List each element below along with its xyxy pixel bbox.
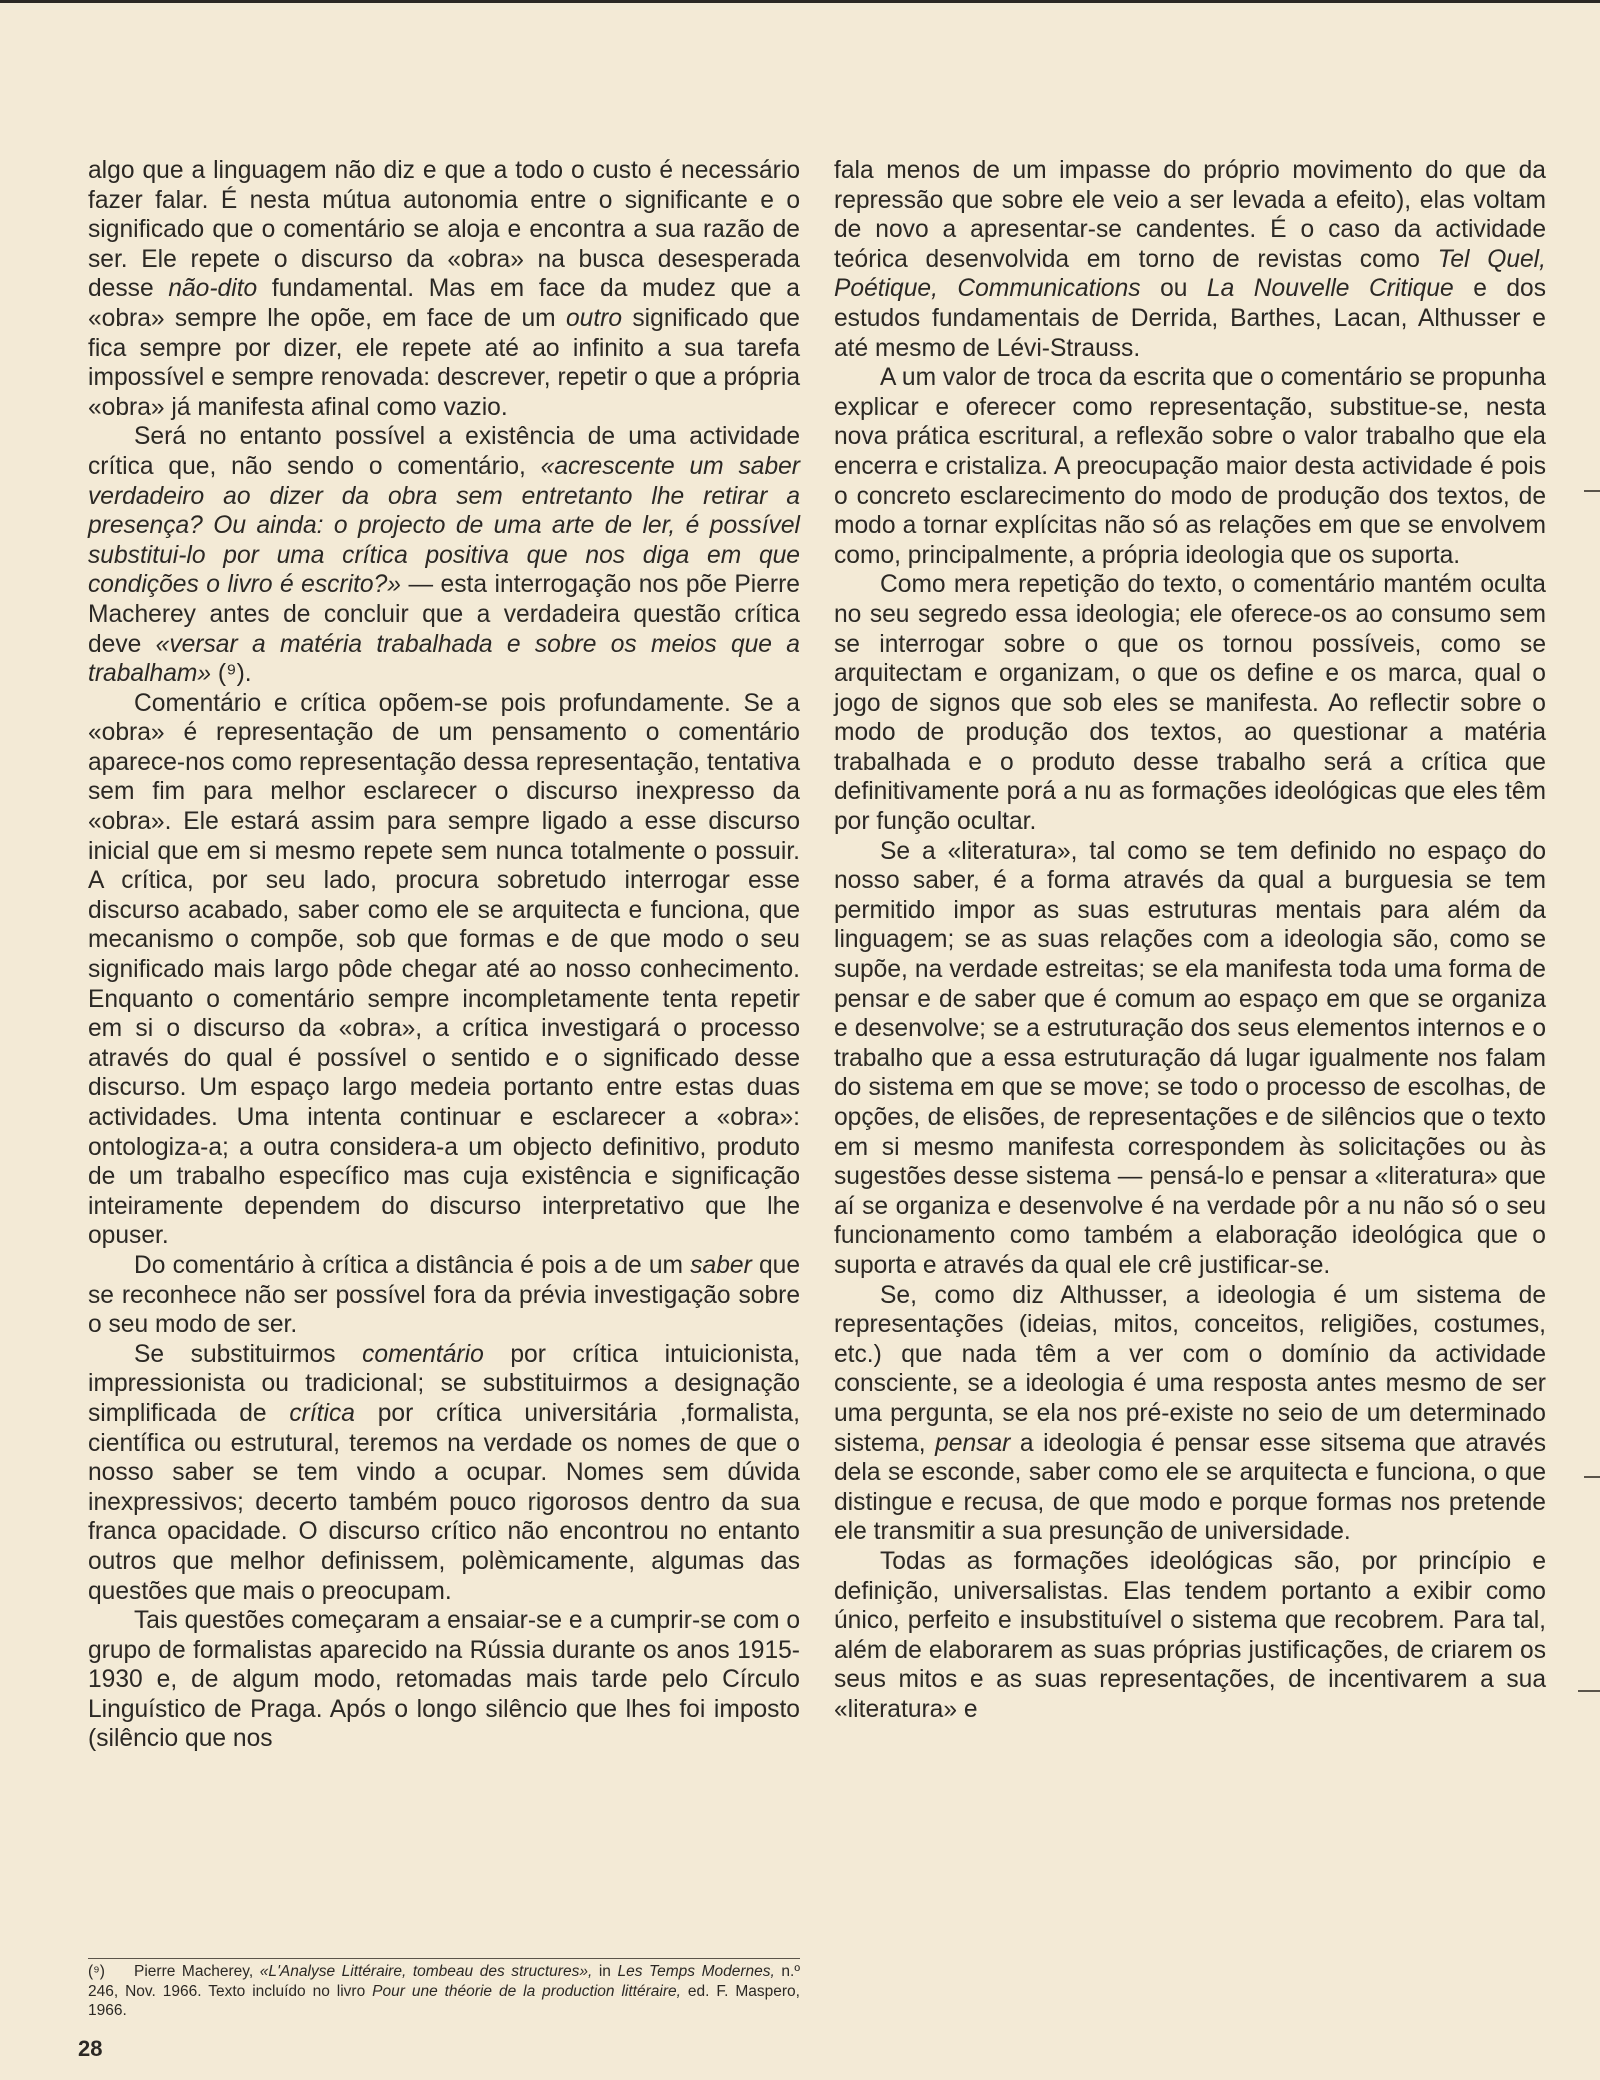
text-run: Todas as formações ideológicas são, por princípio e definição, universalistas. Elas tendem portanto a exibir como único, perfeito e insubstituível o sistema que recobrem. Para tal, além de elaborarem as suas próprias justificações, de criarem os seus mitos e as suas representações, de incentivarem a sua «literatura» e: [834, 1547, 1546, 1723]
text-run: — esta interrogação nos põe Pierre Macherey antes de concluir que a verdadeira questão crítica deve: [88, 571, 800, 658]
italic-text: Les Temps Modernes,: [617, 1963, 775, 1980]
paragraph: [88, 156, 800, 422]
text-run: Se substituirmos: [134, 1340, 363, 1368]
text-run: por crítica universitária ,formalista, científica ou estrutural, teremos na verdade os nomes de que o nosso saber se tem vindo a ocupar. Nomes sem dúvida inexpressivos; decerto também pouco rigorosos dentro da sua franca opacidade. O discurso crítico não encontrou no entanto outros que melhor definissem, polèmicamente, algumas das questões que mais o preocupam.: [88, 1399, 800, 1605]
paragraph: [834, 1281, 1546, 1547]
italic-text: «L'Analyse Littéraire, tombeau des structures»,: [259, 1963, 593, 1980]
text-run: ed. F. Maspero, 1966.: [88, 1982, 800, 2019]
italic-text: La Nouvelle Critique: [1206, 275, 1454, 303]
margin-mark: [1578, 1690, 1600, 1692]
text-run: Pierre Macherey,: [134, 1963, 260, 1980]
text-run: fundamental. Mas em face da mudez que a «obra» sempre lhe opõe, em face de um: [88, 275, 800, 332]
left-text-column: [88, 156, 800, 1754]
text-run: Tais questões começaram a ensaiar-se e a cumprir-se com o grupo de formalistas aparecido na Rússia durante os anos 1915-1930 e, de algum modo, retomadas mais tarde pelo Círculo Linguístico de Praga. Após o longo silêncio que lhes foi imposto (silêncio que nos: [88, 1607, 800, 1753]
text-run: que se reconhece não ser possível fora da prévia investigação sobre o seu modo de ser.: [88, 1251, 800, 1339]
paragraph: [88, 1340, 800, 1606]
paragraph: [88, 422, 800, 688]
italic-text: pensar: [935, 1429, 1011, 1457]
italic-text: não-dito: [168, 275, 258, 303]
footnote-text: [88, 1963, 800, 2019]
paragraph: [834, 1547, 1546, 1725]
text-run: Comentário e crítica opõem-se pois profundamente. Se a «obra» é representação de um pensamento o comentário aparece-nos como representação dessa representação, tentativa sem fim para melhor esclarecer o discurso inexpresso da «obra». Ele estará assim para sempre ligado a esse discurso inicial que em si mesmo repete sem nunca totalmente o possuir. A crítica, por seu lado, procura sobretudo interrogar esse discurso acabado, saber como ele se arquitecta e funciona, que mecanismo o compõe, sob que formas e de que modo o seu significado mais largo pôde chegar até ao nosso conhecimento. Enquanto o comentário sempre incompletamente tenta repetir em si o discurso da «obra», a crítica investigará o processo através do qual é possível o sentido e o significado desse discurso. Um espaço largo medeia portanto entre estas duas actividades. Uma intenta continuar e esclarecer a «obra»: ontologiza-a; a outra considera-a um objecto definitivo, produto de um trabalho específico mas cuja existência e significação inteiramente dependem do discurso interpretativo que lhe opuser.: [88, 689, 800, 1250]
paragraph: [88, 1606, 800, 1754]
text-run: in: [592, 1963, 618, 1980]
text-run: Se, como diz Althusser, a ideologia é um sistema de representações (ideias, mitos, conceitos, religiões, costumes, etc.) que nada têm a ver com o domínio da actividade consciente, se a ideologia é uma resposta antes mesmo de ser uma pergunta, se ela nos pré-existe no seio de um determinado sistema,: [834, 1281, 1546, 1457]
italic-text: crítica: [289, 1399, 355, 1427]
text-run: e dos estudos fundamentais de Derrida, Barthes, Lacan, Althusser e até mesmo de Lévi-Strauss.: [834, 275, 1547, 362]
paragraph: [88, 1251, 800, 1340]
paragraph: [834, 363, 1546, 570]
italic-text: outro: [565, 304, 623, 332]
italic-text: comentário: [362, 1340, 484, 1368]
paragraph: [834, 570, 1546, 836]
text-run: Se a «literatura», tal como se tem definido no espaço do nosso saber, é a forma através da qual a burguesia se tem permitido impor as suas estruturas mentais para além da linguagem; se as suas relações com a ideologia são, como se supõe, na verdade estreitas; se ela manifesta toda uma forma de pensar e de saber que é comum ao espaço em que se organiza e desenvolve; se a estruturação dos seus elementos internos e o trabalho que a essa estruturação dá lugar igualmente nos falam do sistema em que se move; se todo o processo de escolhas, de opções, de elisões, de representações e de silêncios que o texto em si mesmo manifesta correspondem às solicitações ou às sugestões desse sistema — pensá-lo e pensar a «literatura» que aí se organiza e desenvolve é na verdade pôr a nu não só o seu funcionamento como também a elaboração ideológica que o suporta e através da qual ele crê justificar-se.: [834, 837, 1546, 1279]
italic-text: «acrescente um saber verdadeiro ao dizer da obra sem entretanto lhe retirar a presença? Ou ainda: o projecto de uma arte de ler, é possível substitui-lo por uma crítica positiva que nos diga em que condições o livro é escrito?»: [88, 452, 800, 599]
footnote-rule: [88, 1958, 800, 1959]
margin-mark: [1584, 1476, 1600, 1478]
text-run: Do comentário à crítica a distância é pois a de um: [134, 1251, 691, 1279]
text-run: A um valor de troca da escrita que o comentário se propunha explicar e oferecer como representação, substitue-se, nesta nova prática escritural, a reflexão sobre o valor trabalho que ela encerra e cristaliza. A preocupação maior desta actividade é pois o concreto esclarecimento do modo de produção dos textos, de modo a tornar explícitas não só as relações em que se envolvem como, principalmente, a própria ideologia que os suporta.: [834, 364, 1546, 569]
footnote: [88, 1962, 800, 2021]
paragraph: [834, 837, 1546, 1281]
italic-text: Pour une théorie de la production littéraire,: [372, 1982, 681, 2000]
text-run: Como mera repetição do texto, o comentário mantém oculta no seu segredo essa ideologia; ele oferece-os ao consumo sem se interrogar sobre o que os tornou possíveis, como se arquitectam e organizam, o que os define e os marca, qual o jogo de signos que sob eles se manifesta. Ao reflectir sobre o modo de produção dos textos, ao questionar a matéria trabalhada e o produto desse trabalho será a crítica que definitivamente porá a nu as formações ideológicas que eles têm por função ocultar.: [834, 571, 1546, 836]
margin-mark: [1584, 490, 1600, 492]
text-run: algo que a linguagem não diz e que a todo o custo é necessário fazer falar. É nesta mútua autonomia entre o significante e o significado que o comentário se aloja e encontra a sua razão de ser. Ele repete o discurso da «obra» na busca desesperada desse: [88, 157, 800, 303]
top-border: [0, 0, 1600, 3]
right-text-column: [834, 156, 1546, 1724]
text-run: ou: [1140, 275, 1207, 303]
text-run: n.º 246, Nov. 1966. Texto incluído no livro: [88, 1963, 800, 2000]
footnote-mark: (⁹): [88, 1963, 105, 1980]
paragraph: [88, 689, 800, 1251]
page-number: 28: [78, 2036, 103, 2061]
text-run: Será no entanto possível a existência de uma actividade crítica que, não sendo o comentário,: [88, 423, 800, 480]
italic-text: «versar a matéria trabalhada e sobre os meios que a trabalham»: [88, 630, 800, 688]
italic-text: Tel Quel, Poétique, Communications: [834, 245, 1546, 303]
text-run: a ideologia é pensar esse sitsema que através dela se esconde, saber como ele se arquitecta e funciona, o que distingue e recusa, de que modo e porque formas nos pretende ele transmitir a sua presunção de universidade.: [834, 1429, 1546, 1546]
text-run: significado que fica sempre por dizer, ele repete até ao infinito a sua tarefa impossível e sempre renovada: descrever, repetir o que a própria «obra» já manifesta afinal como vazio.: [88, 304, 800, 421]
text-run: por crítica intuicionista, impressionista ou tradicional; se substituirmos a designação simplificada de: [88, 1340, 800, 1427]
italic-text: saber: [690, 1251, 752, 1279]
text-run: fala menos de um impasse do próprio movimento do que da repressão que sobre ele veio a ser levada a efeito), elas voltam de novo a apresentar-se candentes. É o caso da actividade teórica desenvolvida em torno de revistas como: [834, 157, 1546, 273]
paragraph: [834, 156, 1546, 363]
text-run: (⁹).: [211, 660, 252, 688]
